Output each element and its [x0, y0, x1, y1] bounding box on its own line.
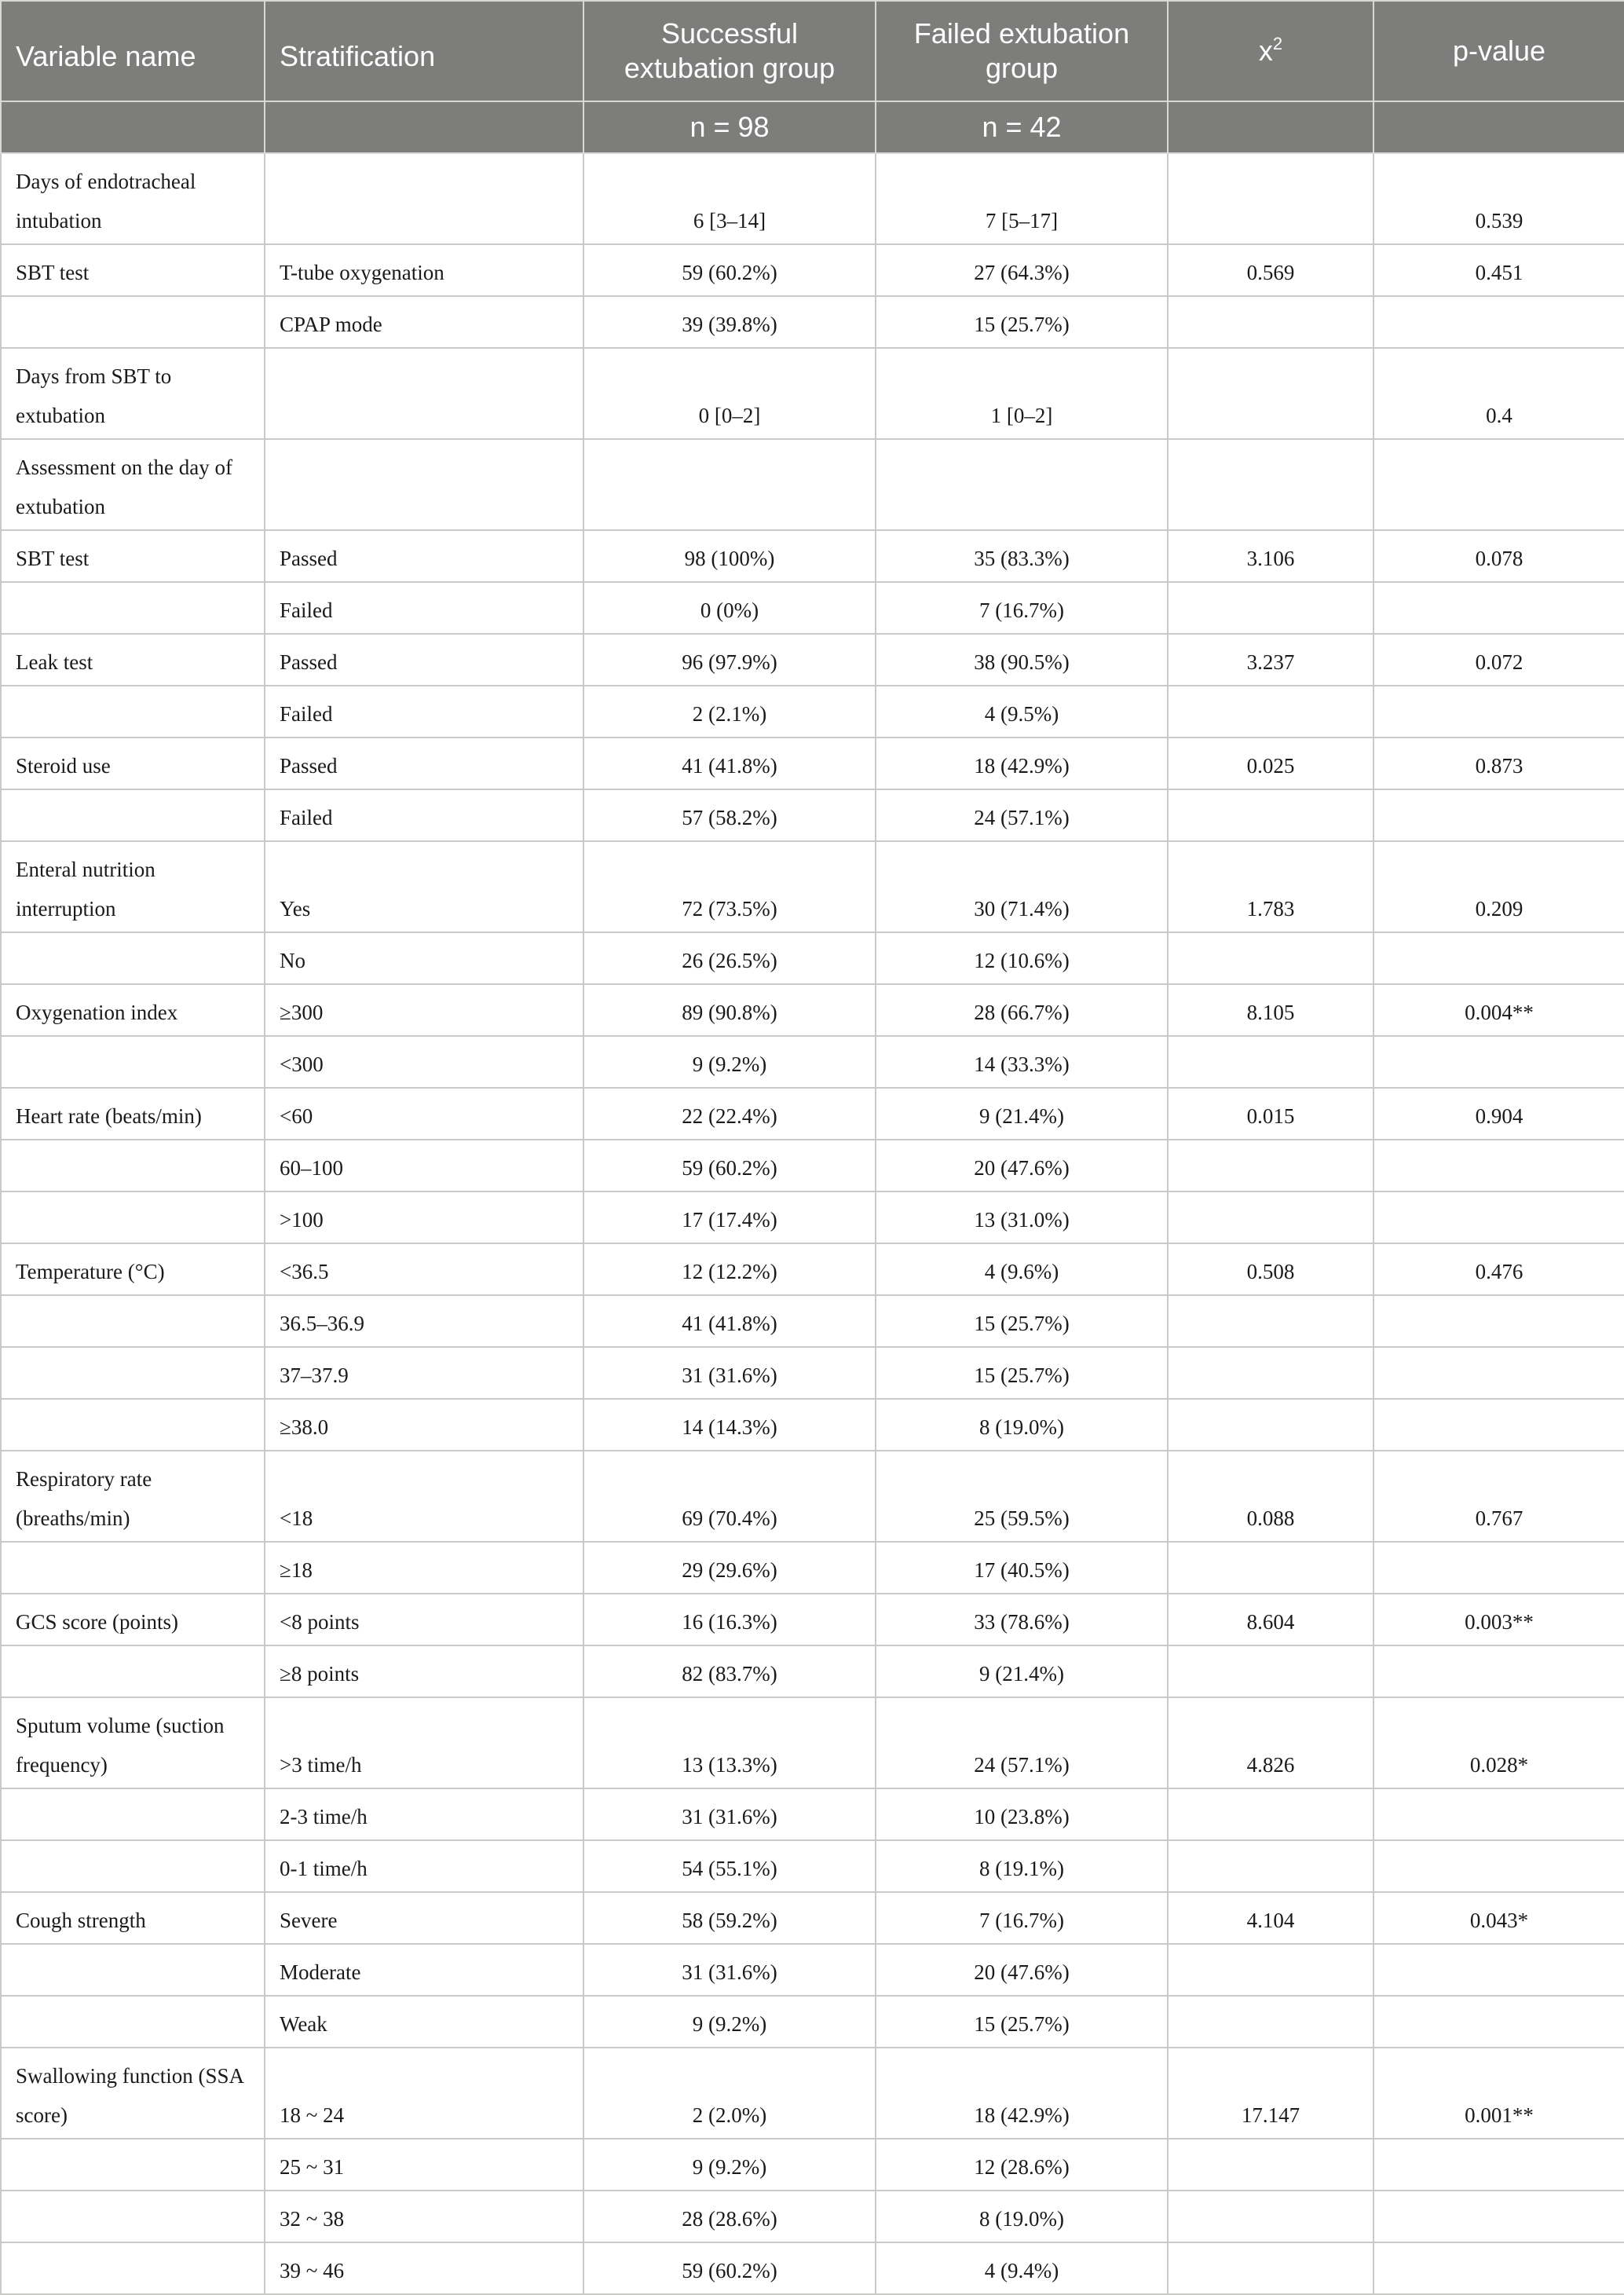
stratification-cell: <8 points: [265, 1594, 583, 1645]
chi-square-cell: [1168, 1996, 1373, 2048]
failed-group-cell: 10 (23.8%): [876, 1788, 1168, 1840]
stratification-cell: 37–37.9: [265, 1347, 583, 1399]
failed-group-cell: 8 (19.1%): [876, 1840, 1168, 1892]
successful-group-cell: 41 (41.8%): [583, 738, 876, 789]
successful-group-cell: 26 (26.5%): [583, 932, 876, 984]
p-value-cell: 0.028*: [1373, 1697, 1624, 1788]
successful-group-cell: 9 (9.2%): [583, 2139, 876, 2191]
successful-group-cell: 59 (60.2%): [583, 2242, 876, 2294]
failed-group-cell: 14 (33.3%): [876, 1036, 1168, 1088]
failed-group-cell: 4 (9.6%): [876, 1243, 1168, 1295]
failed-group-cell: 4 (9.5%): [876, 686, 1168, 738]
variable-name-cell: Days of endotracheal intubation: [1, 153, 265, 244]
successful-group-cell: 9 (9.2%): [583, 1996, 876, 2048]
stratification-cell: >3 time/h: [265, 1697, 583, 1788]
p-value-cell: 0.004**: [1373, 984, 1624, 1036]
stratification-cell: T-tube oxygenation: [265, 244, 583, 296]
table-row: [1, 841, 1624, 932]
table-row: [1, 2139, 1624, 2191]
chi-square-cell: 3.106: [1168, 530, 1373, 582]
header-successful-group: Successful extubation group: [583, 1, 876, 101]
failed-group-cell: 1 [0–2]: [876, 348, 1168, 439]
chi-square-cell: 0.015: [1168, 1088, 1373, 1140]
stratification-cell: Passed: [265, 530, 583, 582]
table-row: [1, 1451, 1624, 1542]
p-value-cell: 0.001**: [1373, 2048, 1624, 2139]
table-row: [1, 1347, 1624, 1399]
stratification-cell: 18 ~ 24: [265, 2048, 583, 2139]
chi-square-cell: [1168, 439, 1373, 530]
p-value-cell: [1373, 1140, 1624, 1191]
successful-group-cell: 69 (70.4%): [583, 1451, 876, 1542]
failed-group-cell: 33 (78.6%): [876, 1594, 1168, 1645]
successful-group-cell: 9 (9.2%): [583, 1036, 876, 1088]
variable-name-cell: [1, 1788, 265, 1840]
p-value-cell: [1373, 1542, 1624, 1594]
chi-square-cell: 0.508: [1168, 1243, 1373, 1295]
table-row: [1, 932, 1624, 984]
stratification-cell: Failed: [265, 789, 583, 841]
successful-group-cell: 72 (73.5%): [583, 841, 876, 932]
p-value-cell: [1373, 2242, 1624, 2294]
stratification-cell: Severe: [265, 1892, 583, 1944]
variable-name-cell: Sputum volume (suction frequency): [1, 1697, 265, 1788]
p-value-cell: [1373, 1347, 1624, 1399]
p-value-cell: [1373, 296, 1624, 348]
chi-square-cell: [1168, 1399, 1373, 1451]
variable-name-cell: [1, 1840, 265, 1892]
successful-group-cell: 13 (13.3%): [583, 1697, 876, 1788]
failed-group-cell: 12 (10.6%): [876, 932, 1168, 984]
chi-square-symbol: x: [1258, 35, 1273, 67]
stratification-cell: Passed: [265, 634, 583, 686]
variable-name-cell: [1, 2139, 265, 2191]
failed-group-cell: 7 (16.7%): [876, 1892, 1168, 1944]
stratification-cell: >100: [265, 1191, 583, 1243]
table-row: [1, 582, 1624, 634]
variable-name-cell: [1, 1996, 265, 2048]
chi-square-cell: [1168, 1542, 1373, 1594]
table-row: [1, 1892, 1624, 1944]
failed-group-cell: 24 (57.1%): [876, 1697, 1168, 1788]
failed-group-cell: 17 (40.5%): [876, 1542, 1168, 1594]
stratification-cell: 32 ~ 38: [265, 2191, 583, 2242]
p-value-cell: [1373, 1295, 1624, 1347]
header-empty-cell: [1, 101, 265, 153]
stratification-cell: 60–100: [265, 1140, 583, 1191]
successful-group-cell: 89 (90.8%): [583, 984, 876, 1036]
successful-group-cell: 22 (22.4%): [583, 1088, 876, 1140]
successful-group-cell: 2 (2.0%): [583, 2048, 876, 2139]
header-empty-cell: [1373, 101, 1624, 153]
p-value-cell: [1373, 1840, 1624, 1892]
table-row: [1, 1697, 1624, 1788]
successful-group-cell: 59 (60.2%): [583, 1140, 876, 1191]
variable-name-cell: [1, 1542, 265, 1594]
successful-group-cell: 31 (31.6%): [583, 1788, 876, 1840]
p-value-cell: 0.476: [1373, 1243, 1624, 1295]
stratification-cell: [265, 153, 583, 244]
table-row: [1, 1243, 1624, 1295]
variable-name-cell: Respiratory rate (breaths/min): [1, 1451, 265, 1542]
table-row: [1, 984, 1624, 1036]
header-failed-group: Failed extubation group: [876, 1, 1168, 101]
failed-group-cell: 18 (42.9%): [876, 738, 1168, 789]
chi-square-cell: 8.604: [1168, 1594, 1373, 1645]
p-value-cell: 0.072: [1373, 634, 1624, 686]
chi-square-cell: [1168, 789, 1373, 841]
successful-group-cell: 82 (83.7%): [583, 1645, 876, 1697]
stratification-cell: ≥300: [265, 984, 583, 1036]
failed-group-cell: 8 (19.0%): [876, 2191, 1168, 2242]
p-value-cell: [1373, 1996, 1624, 2048]
stratification-cell: <36.5: [265, 1243, 583, 1295]
table-row: [1, 1036, 1624, 1088]
table-row: [1, 1944, 1624, 1996]
header-row: [1, 1, 1624, 101]
variable-name-cell: Enteral nutrition interruption: [1, 841, 265, 932]
table-row: [1, 530, 1624, 582]
variable-name-cell: [1, 1944, 265, 1996]
variable-name-cell: [1, 686, 265, 738]
variable-name-cell: [1, 2242, 265, 2294]
successful-group-cell: 31 (31.6%): [583, 1347, 876, 1399]
variable-name-cell: [1, 1645, 265, 1697]
failed-group-cell: 12 (28.6%): [876, 2139, 1168, 2191]
table-row: [1, 2242, 1624, 2294]
failed-group-cell: 8 (19.0%): [876, 1399, 1168, 1451]
variable-name-cell: [1, 1399, 265, 1451]
table-row: [1, 1399, 1624, 1451]
table-header: [1, 1, 1624, 153]
table-row: [1, 634, 1624, 686]
variable-name-cell: Heart rate (beats/min): [1, 1088, 265, 1140]
stratification-cell: Weak: [265, 1996, 583, 2048]
chi-square-cell: [1168, 1645, 1373, 1697]
variable-name-cell: SBT test: [1, 244, 265, 296]
successful-group-cell: 59 (60.2%): [583, 244, 876, 296]
table-row: [1, 153, 1624, 244]
variable-name-cell: Cough strength: [1, 1892, 265, 1944]
header-stratification: Stratification: [265, 1, 583, 101]
chi-square-cell: 17.147: [1168, 2048, 1373, 2139]
chi-square-cell: 0.088: [1168, 1451, 1373, 1542]
variable-name-cell: [1, 1036, 265, 1088]
failed-group-cell: 9 (21.4%): [876, 1088, 1168, 1140]
failed-group-cell: 28 (66.7%): [876, 984, 1168, 1036]
p-value-cell: [1373, 789, 1624, 841]
stratification-cell: No: [265, 932, 583, 984]
stratification-cell: 0-1 time/h: [265, 1840, 583, 1892]
p-value-cell: [1373, 1399, 1624, 1451]
successful-group-cell: [583, 439, 876, 530]
failed-group-cell: 15 (25.7%): [876, 296, 1168, 348]
chi-square-cell: [1168, 1191, 1373, 1243]
chi-square-cell: [1168, 296, 1373, 348]
variable-name-cell: [1, 1295, 265, 1347]
chi-square-cell: [1168, 348, 1373, 439]
p-value-cell: 0.209: [1373, 841, 1624, 932]
p-value-cell: 0.003**: [1373, 1594, 1624, 1645]
p-value-cell: 0.4: [1373, 348, 1624, 439]
table-row: [1, 2191, 1624, 2242]
table-row: [1, 348, 1624, 439]
table-row: [1, 789, 1624, 841]
chi-square-cell: [1168, 1036, 1373, 1088]
p-value-cell: 0.904: [1373, 1088, 1624, 1140]
successful-group-cell: 16 (16.3%): [583, 1594, 876, 1645]
successful-group-cell: 54 (55.1%): [583, 1840, 876, 1892]
success-group-count: n = 98: [583, 101, 876, 153]
stratification-cell: 2-3 time/h: [265, 1788, 583, 1840]
stratification-cell: [265, 348, 583, 439]
chi-square-cell: 4.104: [1168, 1892, 1373, 1944]
p-value-cell: 0.451: [1373, 244, 1624, 296]
chi-square-cell: [1168, 1140, 1373, 1191]
successful-group-cell: 39 (39.8%): [583, 296, 876, 348]
table-row: [1, 1645, 1624, 1697]
chi-square-cell: [1168, 1295, 1373, 1347]
stratification-cell: <300: [265, 1036, 583, 1088]
p-value-cell: 0.078: [1373, 530, 1624, 582]
p-value-cell: 0.539: [1373, 153, 1624, 244]
stratification-cell: Failed: [265, 582, 583, 634]
chi-square-cell: [1168, 1840, 1373, 1892]
variable-name-cell: [1, 932, 265, 984]
failed-group-cell: 24 (57.1%): [876, 789, 1168, 841]
stratification-cell: Failed: [265, 686, 583, 738]
failed-group-cell: [876, 439, 1168, 530]
table-row: [1, 439, 1624, 530]
successful-group-cell: 12 (12.2%): [583, 1243, 876, 1295]
table-row: [1, 738, 1624, 789]
successful-group-cell: 28 (28.6%): [583, 2191, 876, 2242]
variable-name-cell: Oxygenation index: [1, 984, 265, 1036]
stratification-cell: ≥18: [265, 1542, 583, 1594]
table-row: [1, 2048, 1624, 2139]
successful-group-cell: 96 (97.9%): [583, 634, 876, 686]
chi-square-cell: [1168, 1788, 1373, 1840]
stratification-cell: CPAP mode: [265, 296, 583, 348]
chi-square-cell: [1168, 932, 1373, 984]
variable-name-cell: GCS score (points): [1, 1594, 265, 1645]
successful-group-cell: 57 (58.2%): [583, 789, 876, 841]
p-value-cell: 0.043*: [1373, 1892, 1624, 1944]
successful-group-cell: 58 (59.2%): [583, 1892, 876, 1944]
stratification-cell: Moderate: [265, 1944, 583, 1996]
stratification-cell: Yes: [265, 841, 583, 932]
variable-name-cell: Swallowing function (SSA score): [1, 2048, 265, 2139]
p-value-cell: [1373, 1036, 1624, 1088]
chi-square-cell: [1168, 153, 1373, 244]
chi-square-cell: [1168, 2139, 1373, 2191]
stratification-cell: Passed: [265, 738, 583, 789]
p-value-cell: [1373, 1645, 1624, 1697]
failed-group-cell: 35 (83.3%): [876, 530, 1168, 582]
variable-name-cell: [1, 1191, 265, 1243]
chi-square-superscript: 2: [1272, 34, 1283, 53]
table-row: [1, 1996, 1624, 2048]
failed-group-cell: 15 (25.7%): [876, 1347, 1168, 1399]
table-body: [1, 153, 1624, 2294]
p-value-cell: [1373, 439, 1624, 530]
failed-group-count: n = 42: [876, 101, 1168, 153]
table-row: [1, 1840, 1624, 1892]
stratification-cell: ≥38.0: [265, 1399, 583, 1451]
variable-name-cell: SBT test: [1, 530, 265, 582]
successful-group-cell: 14 (14.3%): [583, 1399, 876, 1451]
chi-square-cell: [1168, 2191, 1373, 2242]
stratification-cell: 39 ~ 46: [265, 2242, 583, 2294]
header-empty-cell: [1168, 101, 1373, 153]
p-value-cell: [1373, 2139, 1624, 2191]
variable-name-cell: [1, 1140, 265, 1191]
failed-group-cell: 30 (71.4%): [876, 841, 1168, 932]
chi-square-cell: [1168, 582, 1373, 634]
p-value-cell: [1373, 2191, 1624, 2242]
successful-group-cell: 0 (0%): [583, 582, 876, 634]
chi-square-cell: [1168, 1347, 1373, 1399]
header-p-value: p-value: [1373, 1, 1624, 101]
chi-square-cell: [1168, 686, 1373, 738]
failed-group-cell: 27 (64.3%): [876, 244, 1168, 296]
chi-square-cell: [1168, 2242, 1373, 2294]
failed-group-cell: 20 (47.6%): [876, 1944, 1168, 1996]
failed-group-cell: 38 (90.5%): [876, 634, 1168, 686]
variable-name-cell: [1, 789, 265, 841]
variable-name-cell: [1, 582, 265, 634]
header-empty-cell: [265, 101, 583, 153]
variable-name-cell: Days from SBT to extubation: [1, 348, 265, 439]
successful-group-cell: 29 (29.6%): [583, 1542, 876, 1594]
chi-square-cell: [1168, 1944, 1373, 1996]
p-value-cell: [1373, 582, 1624, 634]
header-chi-square: [1168, 1, 1373, 101]
successful-group-cell: 0 [0–2]: [583, 348, 876, 439]
failed-group-cell: 18 (42.9%): [876, 2048, 1168, 2139]
failed-group-cell: 25 (59.5%): [876, 1451, 1168, 1542]
header-count-row: [1, 101, 1624, 153]
failed-group-cell: 15 (25.7%): [876, 1295, 1168, 1347]
successful-group-cell: 6 [3–14]: [583, 153, 876, 244]
stratification-cell: <18: [265, 1451, 583, 1542]
table-row: [1, 1088, 1624, 1140]
p-value-cell: 0.767: [1373, 1451, 1624, 1542]
table-row: [1, 1140, 1624, 1191]
p-value-cell: [1373, 1191, 1624, 1243]
variable-name-cell: Steroid use: [1, 738, 265, 789]
chi-square-cell: 8.105: [1168, 984, 1373, 1036]
variable-name-cell: [1, 1347, 265, 1399]
successful-group-cell: 2 (2.1%): [583, 686, 876, 738]
chi-square-cell: 0.025: [1168, 738, 1373, 789]
variable-name-cell: Assessment on the day of extubation: [1, 439, 265, 530]
failed-group-cell: 13 (31.0%): [876, 1191, 1168, 1243]
variable-name-cell: Temperature (°C): [1, 1243, 265, 1295]
stratification-cell: ≥8 points: [265, 1645, 583, 1697]
table-row: [1, 244, 1624, 296]
table-row: [1, 1542, 1624, 1594]
variable-name-cell: [1, 2191, 265, 2242]
failed-group-cell: 20 (47.6%): [876, 1140, 1168, 1191]
chi-square-cell: 0.569: [1168, 244, 1373, 296]
table-row: [1, 1594, 1624, 1645]
failed-group-cell: 4 (9.4%): [876, 2242, 1168, 2294]
chi-square-cell: 1.783: [1168, 841, 1373, 932]
stratification-cell: [265, 439, 583, 530]
failed-group-cell: 7 (16.7%): [876, 582, 1168, 634]
successful-group-cell: 31 (31.6%): [583, 1944, 876, 1996]
p-value-cell: [1373, 1788, 1624, 1840]
chi-square-cell: 4.826: [1168, 1697, 1373, 1788]
failed-group-cell: 15 (25.7%): [876, 1996, 1168, 2048]
stratification-cell: 36.5–36.9: [265, 1295, 583, 1347]
successful-group-cell: 98 (100%): [583, 530, 876, 582]
p-value-cell: 0.873: [1373, 738, 1624, 789]
successful-group-cell: 41 (41.8%): [583, 1295, 876, 1347]
failed-group-cell: 7 [5–17]: [876, 153, 1168, 244]
header-variable-name: Variable name: [1, 1, 265, 101]
p-value-cell: [1373, 686, 1624, 738]
variable-name-cell: [1, 296, 265, 348]
chi-square-cell: 3.237: [1168, 634, 1373, 686]
failed-group-cell: 9 (21.4%): [876, 1645, 1168, 1697]
table-row: [1, 1295, 1624, 1347]
p-value-cell: [1373, 1944, 1624, 1996]
stratification-cell: 25 ~ 31: [265, 2139, 583, 2191]
table-row: [1, 686, 1624, 738]
p-value-cell: [1373, 932, 1624, 984]
table-row: [1, 1788, 1624, 1840]
variable-name-cell: Leak test: [1, 634, 265, 686]
table-row: [1, 296, 1624, 348]
stratification-cell: <60: [265, 1088, 583, 1140]
table-row: [1, 1191, 1624, 1243]
successful-group-cell: 17 (17.4%): [583, 1191, 876, 1243]
